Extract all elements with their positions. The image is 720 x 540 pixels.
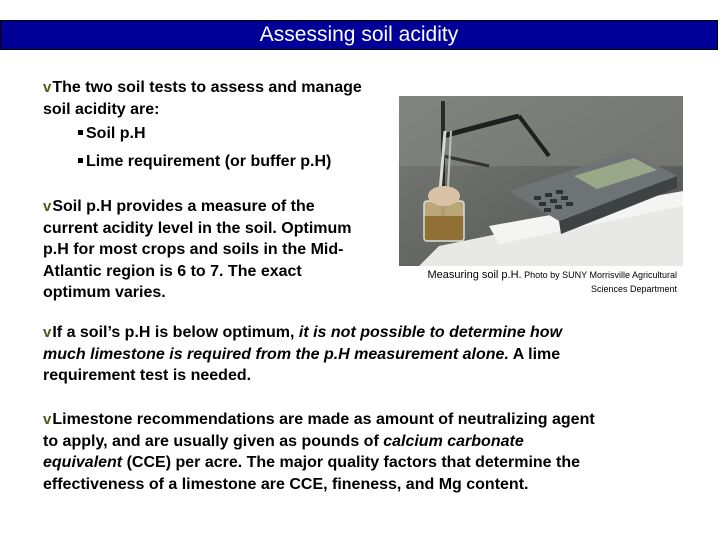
- photo-caption: [403, 268, 677, 296]
- p1-line2: soil acidity are:: [43, 100, 160, 118]
- p3-part-c: much limestone is required from the p.H measurement alone.: [43, 345, 509, 363]
- p4-line4: effectiveness of a limestone are CCE, fineness, and Mg content.: [43, 475, 529, 493]
- ph-meter-photo: [399, 96, 683, 266]
- bullet-icon: v: [43, 79, 52, 96]
- caption-credit-2: Sciences Department: [590, 284, 677, 294]
- p4-line3b: (CCE) per acre. The major quality factors that determine the: [122, 454, 581, 471]
- p4-line2b: calcium carbonate: [383, 432, 524, 450]
- subitem-1-label: Soil p.H: [86, 125, 146, 142]
- square-bullet-icon: [78, 158, 83, 163]
- p2-line3: p.H for most crops and soils in the Mid-: [43, 241, 344, 258]
- bullet-icon: v: [43, 411, 52, 428]
- caption-main: Measuring soil p.H.: [427, 269, 522, 281]
- subitem-1: [78, 125, 146, 143]
- paragraph-1: [43, 77, 423, 120]
- bullet-icon: v: [43, 324, 52, 341]
- p2-line1: Soil p.H provides a measure of the: [52, 198, 315, 215]
- subitem-2: [78, 153, 331, 171]
- p3-part-d: A lime: [508, 345, 561, 363]
- p1-line1: The two soil tests to assess and manage: [52, 79, 362, 96]
- p4-line2a: to apply, and are usually given as pounds of: [43, 432, 384, 450]
- caption-credit-1: Photo by SUNY Morrisville Agricultural: [521, 270, 677, 280]
- square-bullet-icon: [78, 130, 83, 135]
- slide-title: Assessing soil acidity: [259, 23, 459, 46]
- paragraph-4: [43, 409, 708, 495]
- p3-part-e: requirement test is needed.: [43, 367, 252, 384]
- bullet-icon: v: [43, 198, 52, 215]
- paragraph-3: [43, 322, 683, 387]
- p2-line2: current acidity level in the soil. Optimum: [43, 219, 352, 237]
- p2-line5: optimum varies.: [43, 284, 166, 301]
- p4-line3a: equivalent: [43, 454, 123, 471]
- ph-meter-illustration: [399, 96, 683, 266]
- p3-part-a: If a soil’s p.H is below optimum,: [52, 324, 299, 341]
- p3-part-b: it is not possible to determine how: [298, 324, 563, 341]
- subitem-2-label: Lime requirement (or buffer p.H): [86, 153, 332, 170]
- p2-line4: Atlantic region is 6 to 7. The exact: [43, 262, 302, 280]
- p4-line1: Limestone recommendations are made as amount of neutralizing agent: [52, 411, 595, 428]
- title-bar: [0, 20, 718, 50]
- paragraph-2: [43, 196, 403, 304]
